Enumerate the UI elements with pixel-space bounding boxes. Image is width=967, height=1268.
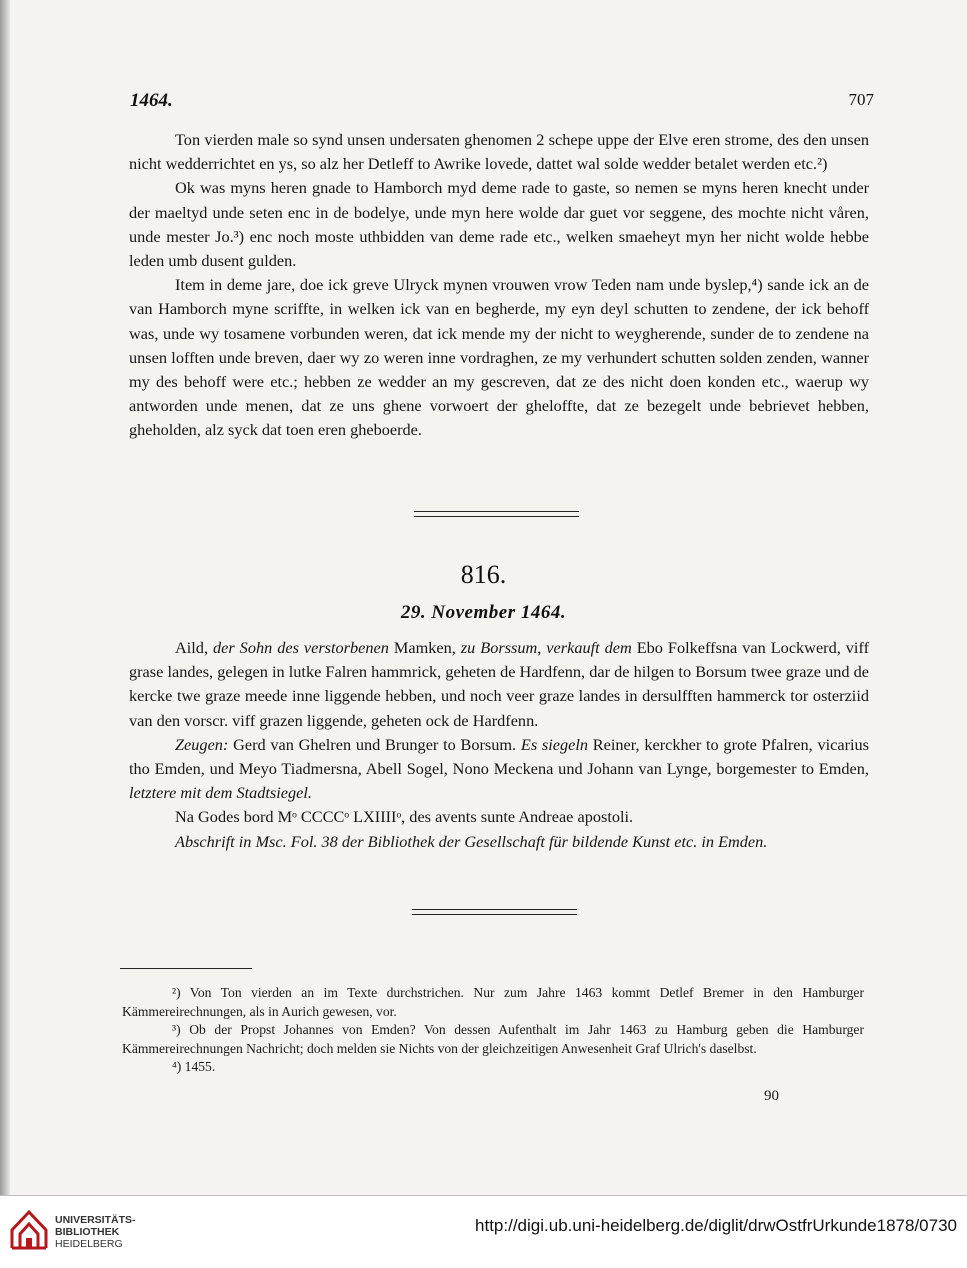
dating-paragraph: Na Godes bord Mᵒ CCCCᵒ LXIIIIᵒ, des avents sunte Andreae apostoli. <box>175 807 634 827</box>
footnote: ³) Ob der Propst Johannes von Emden? Von dessen Aufenthalt im Jahr 1463 zu Hamburg geben die Hamburger Kämmereirechnungen Nachricht; doch melden sie Nichts von der gleichzeitigen Anwesenheit Graf Ulrich's daselbst. <box>122 1022 864 1056</box>
signature-number: 90 <box>764 1088 779 1104</box>
section-divider <box>414 511 579 517</box>
footnote: ⁴) 1455. <box>172 1059 216 1075</box>
witnesses-paragraph: Zeugen: Gerd van Ghelren und Brunger to Borsum. Es siegeln Reiner, kerckher to grote Pfalren, vicarius tho Emden, und Meyo Tiadmersna, Abell Sogel, Nono Meckena und Johann van Lynge, borgemester to Emden, letztere mit dem Stadtsiegel. <box>129 734 869 803</box>
library-logo-icon[interactable] <box>8 1208 50 1252</box>
running-header-year: 1464. <box>130 90 173 111</box>
paragraph: Ok was myns heren gnade to Hamborch myd deme rade to gaste, so nemen se myns heren knecht under der maeltyd unde seten enc in de bodelye, unde myn here wolde dar guet vor seggene, des mochte nicht våren, unde mester Jo.³) enc noch moste uthbidden van deme rade etc., welken smaeheyt myn her nicht wolde hebbe leden umb dusent gulden. <box>129 178 869 271</box>
section-1-text <box>129 128 869 443</box>
section-divider <box>412 909 577 915</box>
source-paragraph: Abschrift in Msc. Fol. 38 der Bibliothek der Gesellschaft für bildende Kunst etc. in Emden. <box>175 831 768 851</box>
permalink-url[interactable]: http://digi.ub.uni-heidelberg.de/diglit/drwOstfrUrkunde1878/0730 <box>475 1216 957 1235</box>
footnote: ²) Von Ton vierden an im Texte durchstrichen. Nur zum Jahre 1463 kommt Detlef Bremer in den Hamburger Kämmereirechnungen, als in Aurich gewesen, vor. <box>122 985 864 1019</box>
page-number: 707 <box>848 90 874 109</box>
footnotes <box>122 984 864 1077</box>
scan-edge-shadow <box>0 0 10 1195</box>
paragraph: Ton vierden male so synd unsen undersaten ghenomen 2 schepe uppe der Elve eren strome, des den unsen nicht wedderrichtet en ys, so alz her Detleff to Awrike lovede, dattet wal solde wedder betalet werden etc.²) <box>129 130 869 174</box>
document-number: 816. <box>460 560 507 589</box>
footer-bar <box>0 1195 967 1268</box>
paragraph: Item in deme jare, doe ick greve Ulryck mynen vrouwen vrow Teden nam unde byslep,⁴) sande ick an de van Hamborch myne scriffte, in welken ick van en begherde, my eyn deyl schutten to zendene, der ick behoff was, unde wy tosamene vorbunden weren, dat ick mende my der nicht to weygherende, sunder de to zendene na unsen lofften unde breven, daer wy zo weren inne vordraghen, ze my verhundert schutten solden zenden, wanner my des behoff were etc.; hebben ze wedder an my gescreven, dat ze des nicht doen konden etc., waerup wy antworden unde menen, dat ze uns ghene vorwoert der gheloffte, dat ze bezegelt unde bebrievet hebben, gheholden, alz syck dat toen eren gheboerde. <box>129 275 869 440</box>
document-text <box>129 636 869 854</box>
footnote-rule <box>120 968 252 969</box>
document-date: 29. November 1464. <box>400 602 567 623</box>
regest-paragraph: Aild, der Sohn des verstorbenen Mamken, zu Borssum, verkauft dem Ebo Folkeffsna van Lockwerd, viff grase landes, gelegen in lutke Falren hammrick, geheten de Hardfenn, dar de hilgen to Borsum twee graze und de kercke twe graze meede inne liggende hebben, und noch veer graze landes in dersulfften hammerck tor osterziid van den vorscr. viff grazen liggende, geheten ock de Hardfenn. <box>129 638 869 730</box>
library-logo-text: UNIVERSITÄTS- BIBLIOTHEK HEIDELBERG <box>55 1214 136 1250</box>
